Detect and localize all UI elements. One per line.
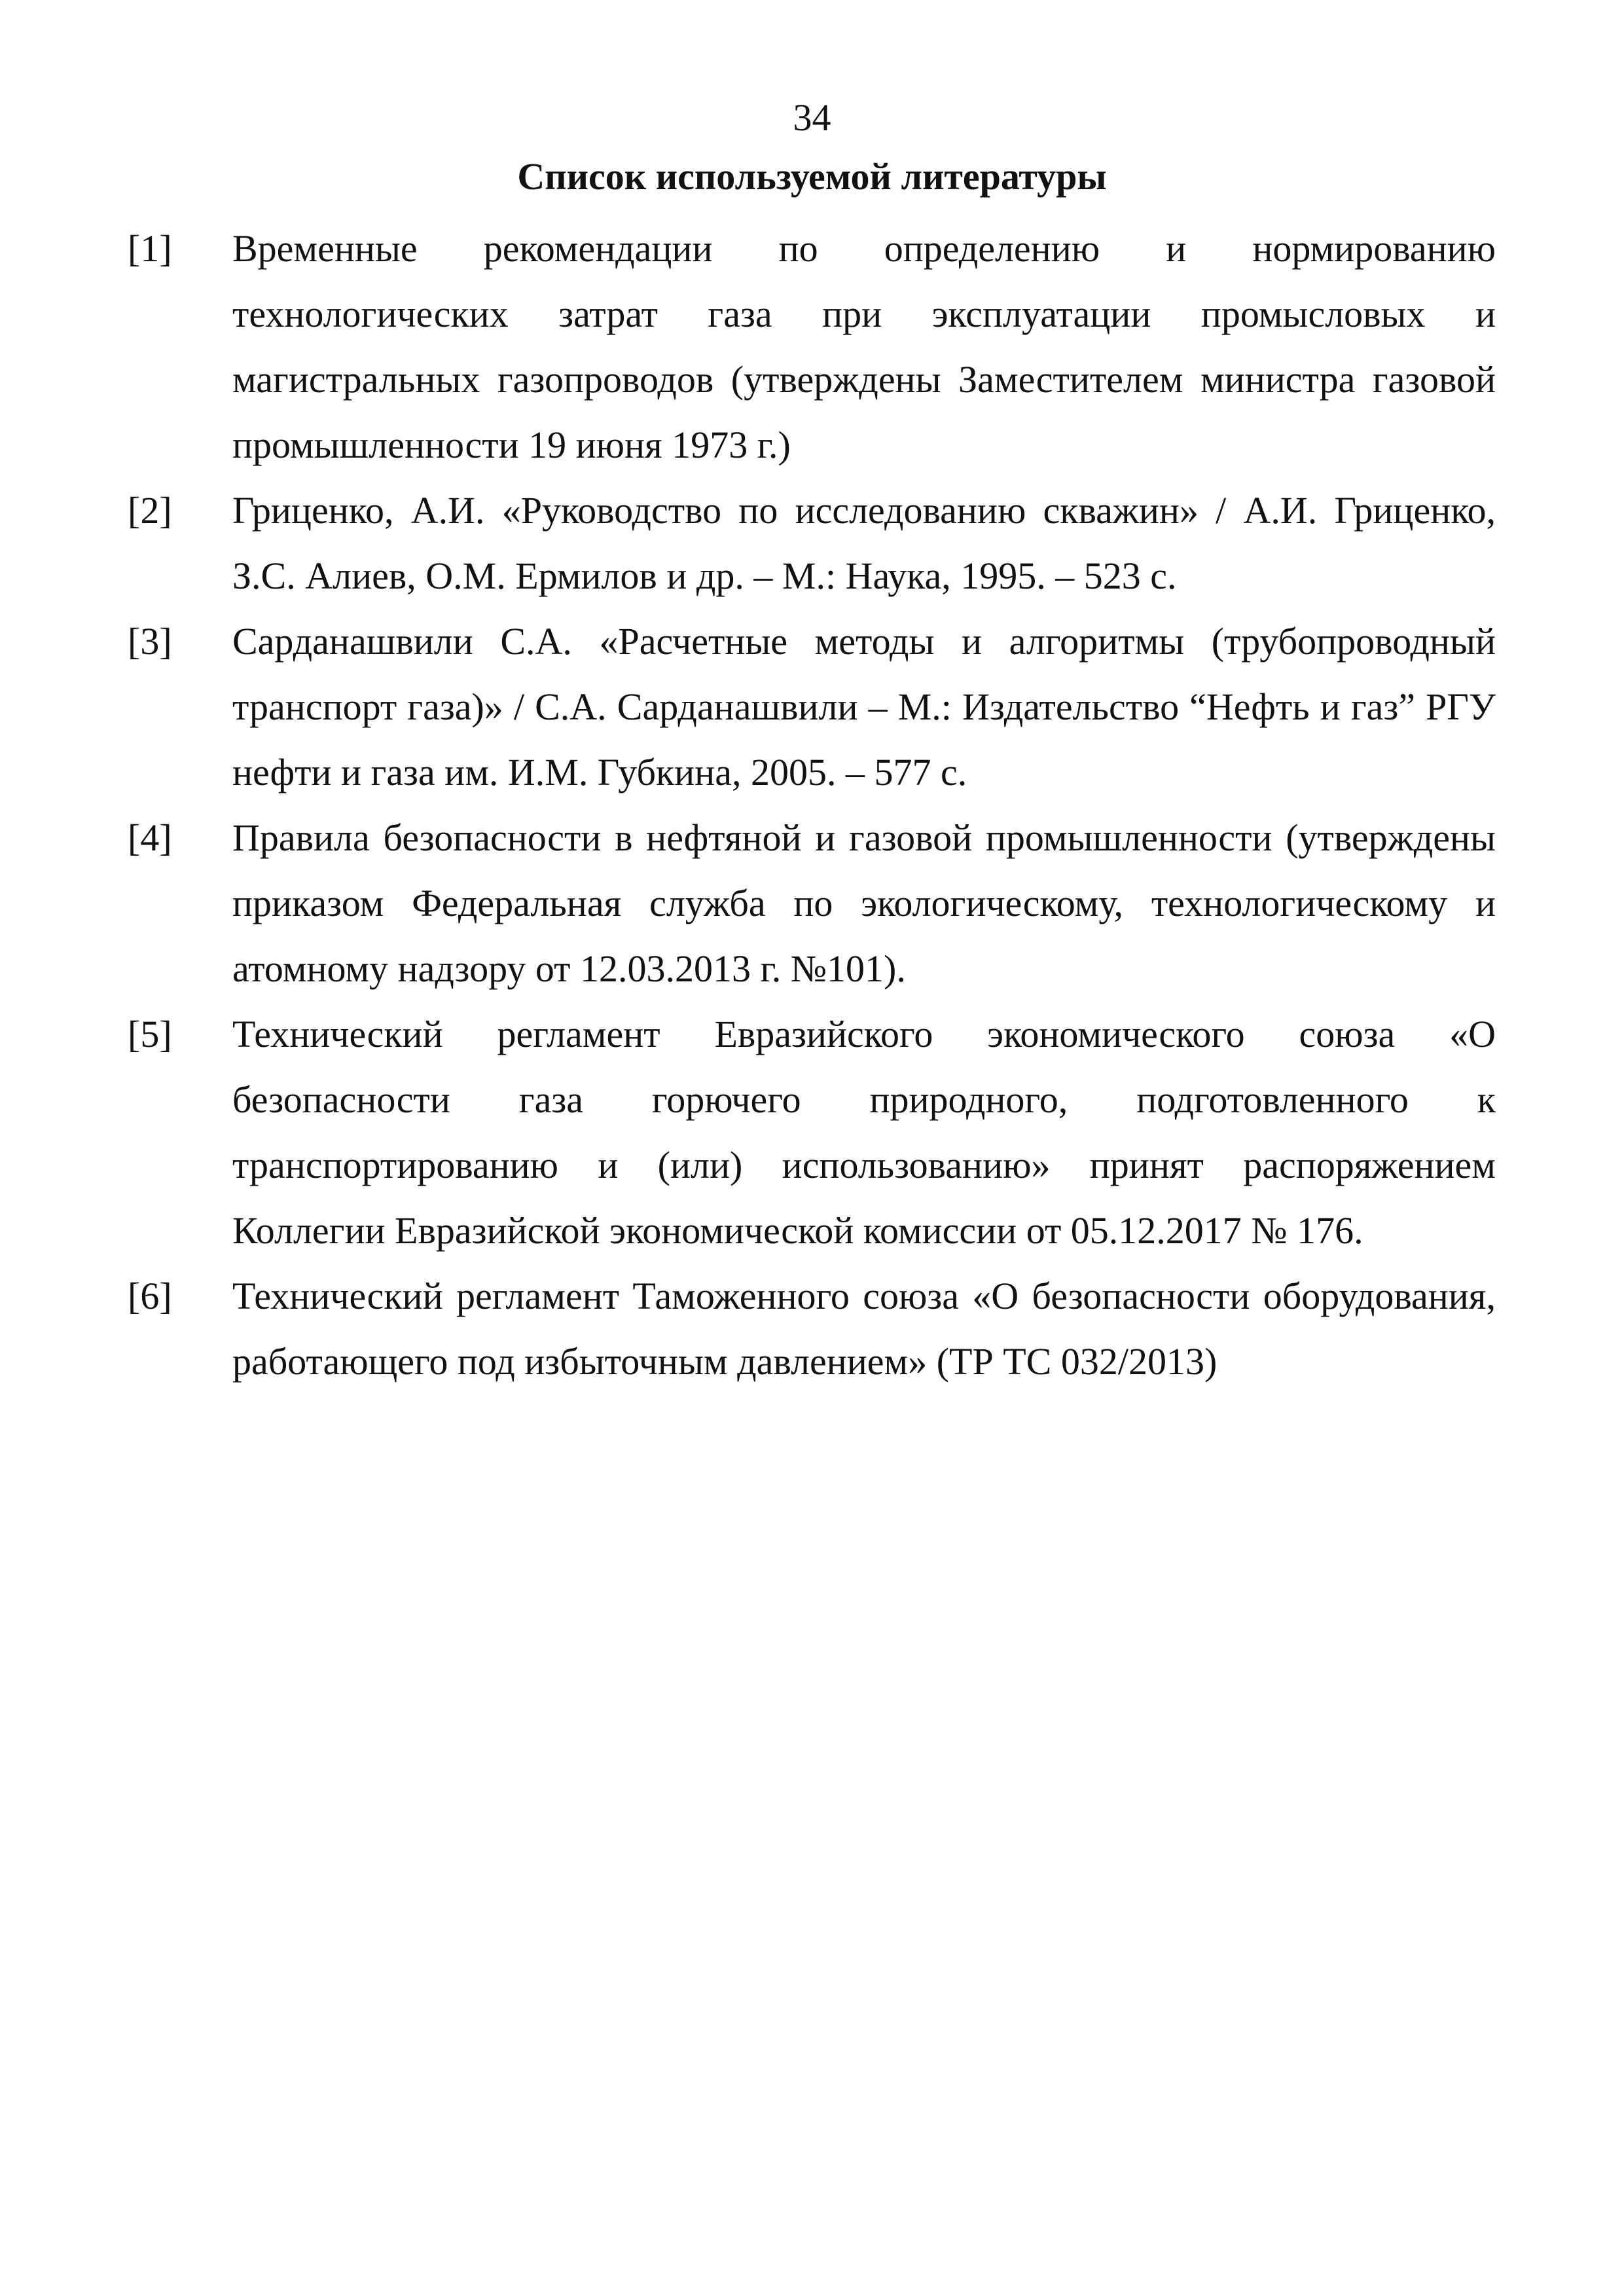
page-title: Список используемой литературы (517, 155, 1107, 198)
reference-number: [3] (128, 620, 172, 663)
page-number: 34 (793, 96, 831, 139)
reference-list (128, 216, 1496, 1394)
reference-item (128, 1002, 1496, 1264)
reference-text: Технический регламент Евразийского экономического союза «О безопасности газа горючего природного, подготовленного к транспортированию и (или) использованию» принят распоряжением Коллегии Евразийской экономической комиссии от 05.12.2017 № 176. (232, 1013, 1496, 1252)
reference-item (128, 478, 1496, 609)
reference-item (128, 1264, 1496, 1394)
reference-number: [1] (128, 227, 172, 270)
reference-text: Сарданашвили С.А. «Расчетные методы и алгоритмы (трубопроводный транспорт газа)» / С.А. Сарданашвили – М.: Издательство “Нефть и газ” РГУ нефти и газа им. И.М. Губкина, 2005. – 577 с. (232, 620, 1496, 793)
reference-item (128, 609, 1496, 805)
reference-text: Правила безопасности в нефтяной и газовой промышленности (утверждены приказом Федеральная служба по экологическому, технологическому и атомному надзору от 12.03.2013 г. №101). (232, 816, 1496, 990)
reference-number: [5] (128, 1013, 172, 1055)
reference-number: [6] (128, 1275, 172, 1317)
reference-text: Технический регламент Таможенного союза «О безопасности оборудования, работающего под избыточным давлением» (ТР ТС 032/2013) (232, 1275, 1496, 1383)
reference-item (128, 216, 1496, 478)
reference-text: Временные рекомендации по определению и нормированию технологических затрат газа при эксплуатации промысловых и магистральных газопроводов (утверждены Заместителем министра газовой промышленности 19 июня 1973 г.) (232, 227, 1496, 466)
reference-number: [2] (128, 489, 172, 532)
reference-number: [4] (128, 816, 172, 859)
reference-text: Гриценко, А.И. «Руководство по исследованию скважин» / А.И. Гриценко, З.С. Алиев, О.М. Ермилов и др. – М.: Наука, 1995. – 523 с. (232, 489, 1496, 597)
reference-item (128, 805, 1496, 1002)
